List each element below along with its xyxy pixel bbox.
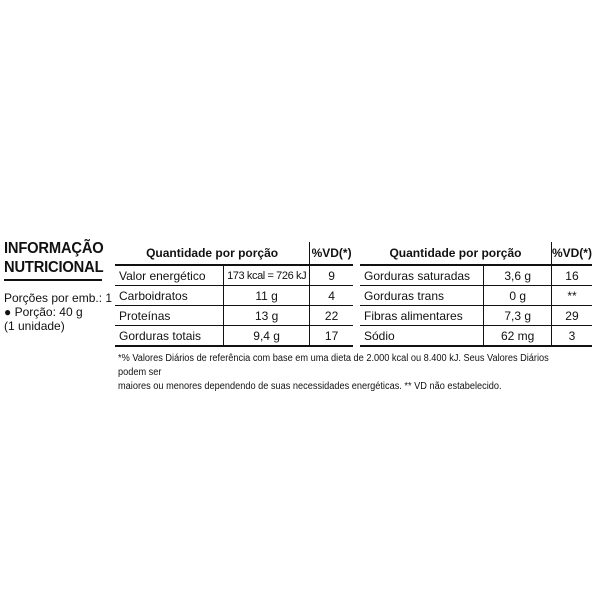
nutrient-vd: 16 [551,265,592,286]
table-header-row [360,242,592,265]
vd-header: %VD(*) [310,242,353,265]
nutrition-table-left [115,242,353,347]
nutrient-vd: 4 [310,286,353,306]
nutrient-vd: 22 [310,306,353,326]
table-row [115,286,353,306]
nutrient-vd: 3 [551,326,592,347]
nutrient-amount: 9,4 g [224,326,310,347]
nutrient-vd: 9 [310,265,353,286]
nutrient-vd: ** [551,286,592,306]
portion-size: ● Porção: 40 g [4,305,83,319]
vd-header: %VD(*) [551,242,592,265]
nutrient-name: Proteínas [119,308,171,323]
table-row [115,326,353,347]
table-row [360,265,592,286]
nutrient-amount: 7,3 g [484,306,552,326]
nutrient-name: Gorduras trans [364,288,445,303]
table-row [360,286,592,306]
title-line-2: NUTRICIONAL [4,259,104,276]
nutrient-name: Fibras alimentares [364,308,463,323]
nutrition-table-right [360,242,592,347]
table-header-row [115,242,353,265]
nutrient-vd: 29 [551,306,592,326]
nutrient-amount: 0 g [484,286,552,306]
title-line-1: INFORMAÇÃO [4,240,104,257]
footnote-line-2: maiores ou menores dependendo de suas necessidades energéticas. ** VD não estabelecido. [118,381,502,392]
footnote [118,352,560,394]
portion-info [4,291,112,333]
nutrient-amount: 13 g [224,306,310,326]
table-row [360,326,592,347]
nutrient-amount: 3,6 g [484,265,552,286]
title-divider [4,279,102,281]
nutrient-name: Gorduras saturadas [364,268,471,283]
quantity-header: Quantidade por porção [389,246,522,260]
nutrient-vd: 17 [310,326,353,347]
nutrient-name: Valor energético [119,268,206,283]
nutrient-amount: 62 mg [484,326,552,347]
table-row [360,306,592,326]
nutrient-name: Gorduras totais [119,328,202,343]
portion-unit: (1 unidade) [4,319,65,333]
table-row [115,306,353,326]
nutrient-name: Carboidratos [119,288,188,303]
nutrient-amount: 173 kcal = 726 kJ [224,265,310,286]
portions-per-package: Porções por emb.: 1 [4,291,113,305]
nutrient-name: Sódio [364,328,395,343]
footnote-line-1: *% Valores Diários de referência com base em uma dieta de 2.000 kcal ou 8.400 kJ. Seus Valores Diários podem ser [118,353,549,378]
nutrient-amount: 11 g [224,286,310,306]
nutrition-facts-title [4,239,104,277]
table-row [115,265,353,286]
quantity-header: Quantidade por porção [146,246,279,260]
